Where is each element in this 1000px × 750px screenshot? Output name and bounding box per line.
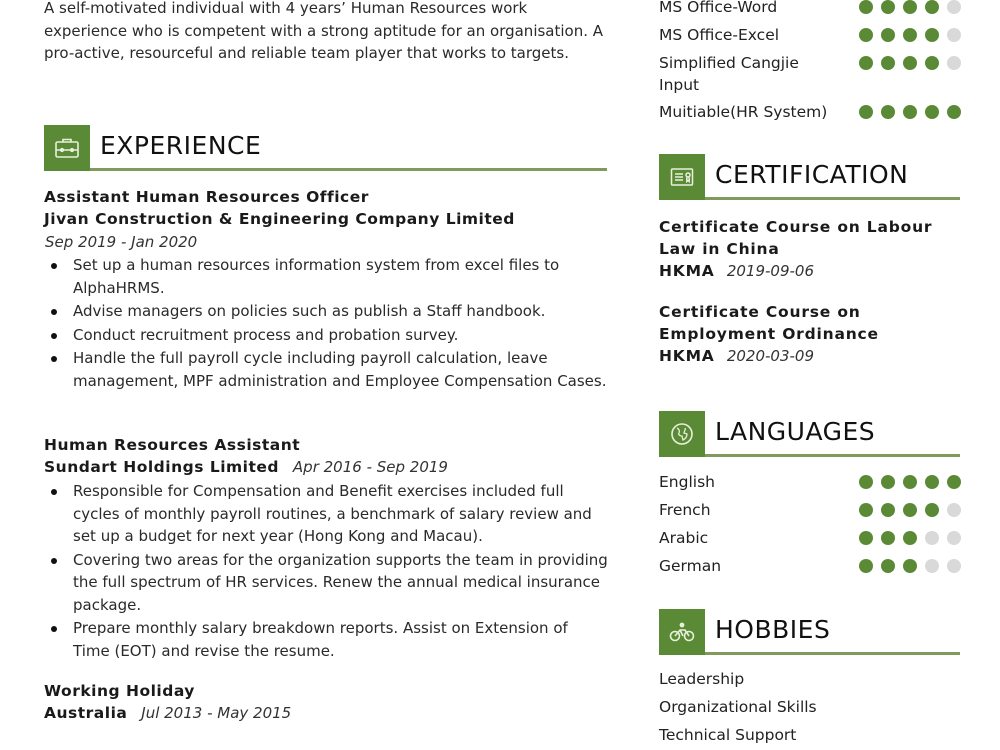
certification-heading xyxy=(659,154,960,200)
rating-dot-filled xyxy=(903,28,917,42)
section-title: LANGUAGES xyxy=(715,417,876,446)
rating-dot-filled xyxy=(925,0,939,14)
skill-name: MS Office-Excel xyxy=(659,26,780,44)
rating-dot-empty xyxy=(925,531,939,545)
skill-name: MS Office-Word xyxy=(659,0,778,16)
job-bullet: Covering two areas for the organization supports the team in providing the full spectrum of HR services. Renew the annual medical insurance package. xyxy=(73,549,609,617)
language-rating xyxy=(859,503,961,517)
certificate-name: Certificate Course on Labour Law in China xyxy=(659,218,933,258)
briefcase-icon xyxy=(44,125,90,171)
section-divider xyxy=(705,197,960,200)
globe-icon xyxy=(659,411,705,457)
job-title: Working Holiday xyxy=(44,682,195,700)
language-rating xyxy=(859,531,961,545)
language-name: French xyxy=(659,501,711,519)
rating-dot-filled xyxy=(925,475,939,489)
job-bullet: Handle the full payroll cycle including payroll calculation, leave management, MPF administration and Employee Compensation Cases. xyxy=(73,347,609,392)
rating-dot-empty xyxy=(947,531,961,545)
experience-heading xyxy=(44,125,607,171)
rating-dot-filled xyxy=(859,559,873,573)
job-entry xyxy=(44,680,609,724)
rating-dot-filled xyxy=(925,503,939,517)
rating-dot-empty xyxy=(947,56,961,70)
rating-dot-filled xyxy=(881,531,895,545)
skill-rating xyxy=(859,56,961,70)
skill-row xyxy=(659,24,964,46)
rating-dot-filled xyxy=(903,475,917,489)
languages-heading xyxy=(659,411,960,457)
language-name: English xyxy=(659,473,715,491)
job-company: Australia xyxy=(44,704,128,722)
rating-dot-filled xyxy=(925,56,939,70)
section-divider xyxy=(705,454,960,457)
language-row xyxy=(659,555,964,577)
job-bullet: Responsible for Compensation and Benefit exercises included full cycles of monthly payroll routines, a benchmark of salary review and set up a budget for next year (Hong Kong and Macau). xyxy=(73,480,609,548)
certification-entry xyxy=(659,216,964,282)
certificate-icon xyxy=(659,154,705,200)
rating-dot-empty xyxy=(947,28,961,42)
section-title: CERTIFICATION xyxy=(715,160,909,189)
language-row xyxy=(659,499,964,521)
certificate-date: 2019-09-06 xyxy=(726,262,814,280)
job-company: Sundart Holdings Limited xyxy=(44,458,280,476)
certificate-issuer: HKMA xyxy=(659,347,715,365)
rating-dot-filled xyxy=(881,105,895,119)
rating-dot-filled xyxy=(881,28,895,42)
rating-dot-filled xyxy=(903,559,917,573)
rating-dot-filled xyxy=(903,531,917,545)
rating-dot-empty xyxy=(925,559,939,573)
certificate-date: 2020-03-09 xyxy=(726,347,814,365)
skill-row xyxy=(659,52,964,96)
section-divider xyxy=(90,168,607,171)
rating-dot-filled xyxy=(859,475,873,489)
job-bullet: Set up a human resources information system from excel files to AlphaHRMS. xyxy=(73,254,609,299)
job-dates: Jul 2013 - May 2015 xyxy=(141,704,292,722)
language-rating xyxy=(859,559,961,573)
skill-rating xyxy=(859,105,961,119)
rating-dot-filled xyxy=(947,475,961,489)
hobbies-heading xyxy=(659,609,960,655)
rating-dot-filled xyxy=(903,0,917,14)
rating-dot-filled xyxy=(859,105,873,119)
skill-row xyxy=(659,101,964,123)
job-bullets xyxy=(44,480,609,662)
skill-rating xyxy=(859,28,961,42)
skill-row xyxy=(659,0,964,18)
rating-dot-filled xyxy=(881,56,895,70)
rating-dot-filled xyxy=(903,56,917,70)
language-row xyxy=(659,527,964,549)
hobby-item: Technical Support xyxy=(659,726,797,744)
skill-name: Simplified Cangjie Input xyxy=(659,54,799,94)
rating-dot-filled xyxy=(859,503,873,517)
certificate-issuer: HKMA xyxy=(659,262,715,280)
rating-dot-filled xyxy=(903,503,917,517)
rating-dot-filled xyxy=(881,0,895,14)
section-title: HOBBIES xyxy=(715,615,831,644)
rating-dot-filled xyxy=(925,28,939,42)
job-dates: Sep 2019 - Jan 2020 xyxy=(45,233,198,251)
rating-dot-filled xyxy=(947,105,961,119)
job-bullet: Conduct recruitment process and probation survey. xyxy=(73,324,609,347)
rating-dot-filled xyxy=(859,0,873,14)
language-rating xyxy=(859,475,961,489)
job-title: Human Resources Assistant xyxy=(44,436,301,454)
job-bullet: Prepare monthly salary breakdown reports. Assist on Extension of Time (EOT) and revise the resume. xyxy=(73,617,609,662)
certificate-issuer-row xyxy=(659,345,964,367)
job-entry xyxy=(44,186,609,393)
certification-entry xyxy=(659,301,964,367)
summary-text: A self-motivated individual with 4 years’ Human Resources work experience who is competent with a strong aptitude for an organisation. A pro-active, resourceful and reliable team player that works to targets. xyxy=(44,0,604,62)
rating-dot-empty xyxy=(947,503,961,517)
language-row xyxy=(659,471,964,493)
job-title: Assistant Human Resources Officer xyxy=(44,188,369,206)
language-name: German xyxy=(659,557,722,575)
hobby-item: Leadership xyxy=(659,670,745,688)
rating-dot-filled xyxy=(859,531,873,545)
rating-dot-empty xyxy=(947,559,961,573)
job-company-row xyxy=(44,456,609,478)
language-name: Arabic xyxy=(659,529,709,547)
skill-name: Muitiable(HR System) xyxy=(659,103,828,121)
job-bullets xyxy=(44,254,609,392)
job-company: Jivan Construction & Engineering Company Limited xyxy=(44,210,515,228)
rating-dot-filled xyxy=(881,503,895,517)
job-bullet: Advise managers on policies such as publish a Staff handbook. xyxy=(73,300,609,323)
rating-dot-filled xyxy=(881,475,895,489)
rating-dot-empty xyxy=(947,0,961,14)
hobby-item: Organizational Skills xyxy=(659,698,817,716)
bicycle-icon xyxy=(659,609,705,655)
job-dates: Apr 2016 - Sep 2019 xyxy=(292,458,448,476)
rating-dot-filled xyxy=(925,105,939,119)
certificate-name: Certificate Course on Employment Ordinance xyxy=(659,303,879,343)
job-entry xyxy=(44,434,609,663)
rating-dot-filled xyxy=(903,105,917,119)
job-company-row xyxy=(44,702,609,724)
section-divider xyxy=(705,652,960,655)
rating-dot-filled xyxy=(881,559,895,573)
skill-rating xyxy=(859,0,961,14)
rating-dot-filled xyxy=(859,56,873,70)
rating-dot-filled xyxy=(859,28,873,42)
section-title: EXPERIENCE xyxy=(100,131,262,160)
certificate-issuer-row xyxy=(659,260,964,282)
